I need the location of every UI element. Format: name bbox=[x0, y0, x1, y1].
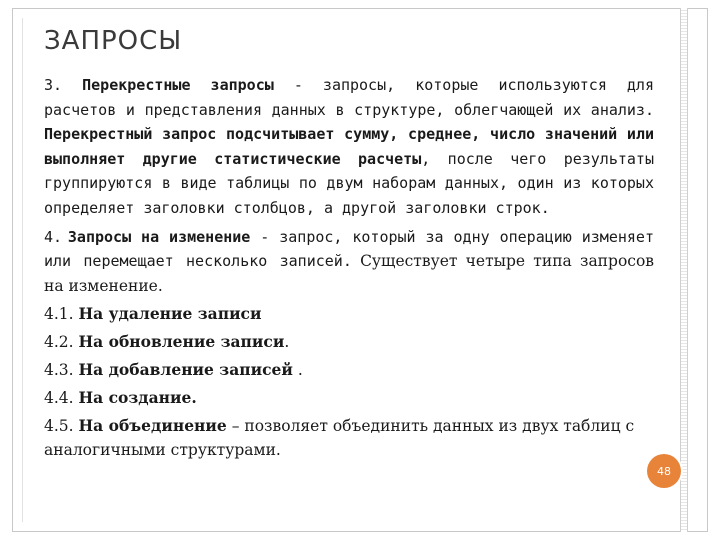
page-number-badge: 48 bbox=[647, 454, 681, 488]
paragraph-number: 4. bbox=[44, 227, 63, 246]
item-number: 4.2. bbox=[44, 333, 74, 352]
action-query-term: Запросы на изменение bbox=[67, 227, 251, 246]
item-number: 4.5. bbox=[44, 417, 74, 436]
item-title: На удаление записи bbox=[78, 304, 262, 324]
list-item bbox=[44, 384, 654, 412]
item-rest: . bbox=[284, 333, 290, 352]
crosstab-details: , после чего результаты группируются в виде таблицы по двум наборам данных, один из которых определяет заголовки столбцов, а другой заголовки строк. bbox=[44, 149, 654, 217]
crosstab-term: Перекрестные запросы bbox=[82, 76, 274, 94]
decorative-right-rail bbox=[680, 8, 688, 532]
paragraph-action-queries bbox=[44, 225, 654, 299]
slide-body bbox=[44, 73, 654, 462]
action-query-types-sentence: Существует четыре типа запросов на изменение. bbox=[44, 252, 655, 295]
list-item bbox=[44, 300, 654, 328]
item-rest: . bbox=[292, 361, 303, 380]
action-query-definition: - запрос, который за одну операцию изменяет или перемещает несколько записей. bbox=[44, 227, 654, 271]
item-number: 4.4. bbox=[44, 389, 74, 408]
item-number: 4.1. bbox=[44, 305, 74, 324]
item-title: На обновление записи bbox=[78, 332, 285, 352]
item-title: На добавление записей bbox=[78, 360, 293, 380]
slide-left-edge bbox=[22, 18, 23, 522]
slide-title: ЗАПРОСЫ bbox=[44, 26, 183, 56]
item-rest: – позволяет объединить данных из двух таблиц с аналогичными структурами. bbox=[44, 417, 635, 460]
crosstab-definition: - запросы, которые используются для расчетов и представления данных в структуре, облегчающей их анализ. bbox=[44, 76, 654, 119]
item-title: На объединение bbox=[78, 416, 227, 436]
list-item bbox=[44, 414, 654, 462]
paragraph-crosstab-queries bbox=[44, 73, 654, 221]
item-number: 4.3. bbox=[44, 361, 74, 380]
paragraph-number: 3. bbox=[44, 76, 63, 94]
list-item bbox=[44, 328, 654, 356]
list-item bbox=[44, 356, 654, 384]
item-title: На создание. bbox=[78, 388, 197, 408]
crosstab-description: Перекрестный запрос подсчитывает сумму, среднее, число значений или выполняет другие статистические расчеты bbox=[44, 125, 654, 168]
